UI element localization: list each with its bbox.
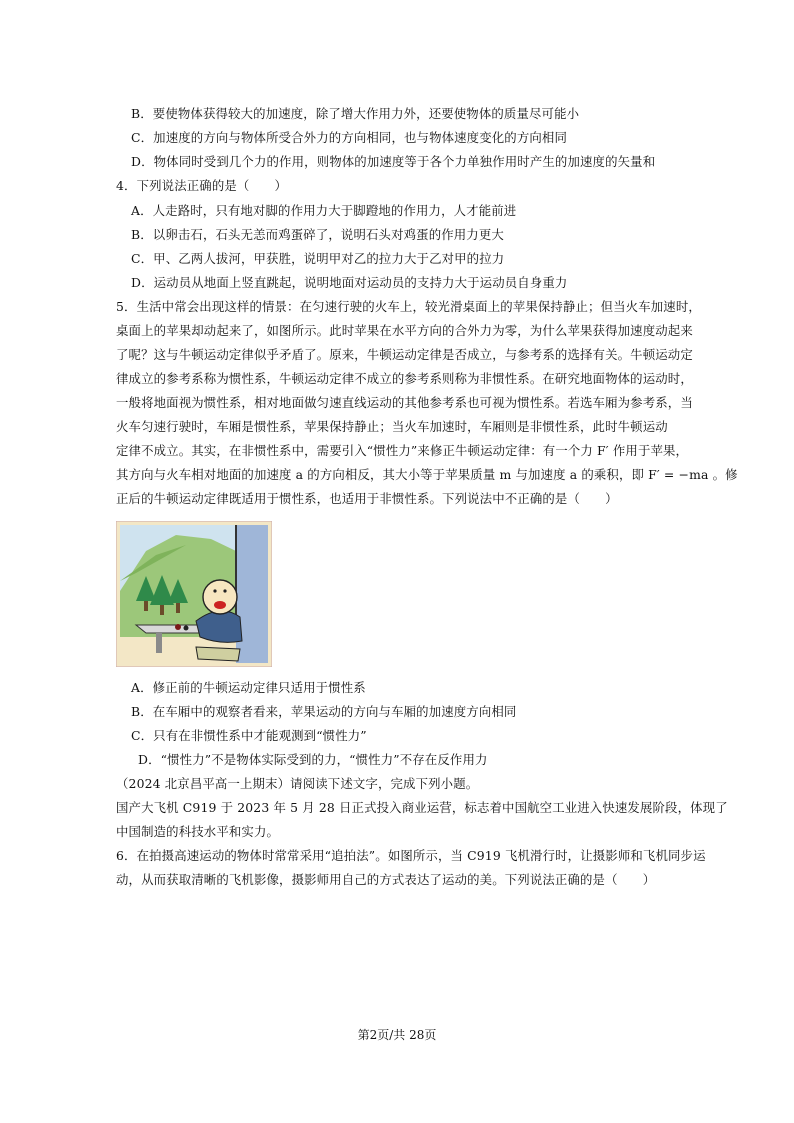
q3-option-b: B．要使物体获得较大的加速度，除了增大作用力外，还要使物体的质量尽可能小 <box>131 106 580 121</box>
passage-source: （2024 北京昌平高一上期末）请阅读下述文字，完成下列小题。 <box>116 776 479 791</box>
passage-line: 国产大飞机 C919 于 2023 年 5 月 28 日正式投入商业运营，标志着中国航空工业进入快速发展阶段，体现了 <box>116 800 728 815</box>
q4-option-d: D．运动员从地面上竖直跳起，说明地面对运动员的支持力大于运动员自身重力 <box>131 275 568 290</box>
q5-line: 一般将地面视为惯性系，相对地面做匀速直线运动的其他参考系也可视为惯性系。若选车厢为参考系，当 <box>116 395 693 410</box>
page-footer: 第2页/共 28页 <box>357 1028 437 1042</box>
passage-line: 中国制造的科技水平和实力。 <box>116 824 280 839</box>
q5-line: 5．生活中常会出现这样的情景：在匀速行驶的火车上，较光滑桌面上的苹果保持静止；但当火车加速时， <box>116 299 701 314</box>
q5-option-c: C．只有在非惯性系中才能观测到“惯性力” <box>131 728 367 743</box>
q4-stem: 4．下列说法正确的是（ ） <box>116 178 288 193</box>
q4-option-a: A．人走路时，只有地对脚的作用力大于脚蹬地的作用力，人才能前进 <box>131 203 517 218</box>
q5-option-b: B．在车厢中的观察者看来，苹果运动的方向与车厢的加速度方向相同 <box>131 704 517 719</box>
q5-line: 律成立的参考系称为惯性系，牛顿运动定律不成立的参考系则称为非惯性系。在研究地面物体的运动时， <box>116 371 693 386</box>
q5-line: 正后的牛顿运动定律既适用于惯性系，也适用于非惯性系。下列说法中不正确的是（ ） <box>116 491 618 506</box>
train-apple-illustration <box>116 521 272 667</box>
q4-option-b: B．以卵击石，石头无恙而鸡蛋碎了，说明石头对鸡蛋的作用力更大 <box>131 227 504 242</box>
q3-option-d: D．物体同时受到几个力的作用，则物体的加速度等于各个力单独作用时产生的加速度的矢量和 <box>131 154 656 169</box>
q5-line: 了呢？这与牛顿运动定律似乎矛盾了。原来，牛顿运动定律是否成立，与参考系的选择有关。牛顿运动定 <box>116 347 693 362</box>
q5-line: 其方向与火车相对地面的加速度 a 的方向相反，其大小等于苹果质量 m 与加速度 a 的乘积，即 F′ = −ma 。修 <box>116 467 738 482</box>
q6-line: 6．在拍摄高速运动的物体时常常采用“追拍法”。如图所示，当 C919 飞机滑行时，让摄影师和飞机同步运 <box>116 848 706 863</box>
q5-line: 定律不成立。其实，在非惯性系中，需要引入“惯性力”来修正牛顿运动定律：有一个力 F′ 作用于苹果， <box>116 443 689 458</box>
q5-line: 桌面上的苹果却动起来了，如图所示。此时苹果在水平方向的合外力为零，为什么苹果获得加速度动起来 <box>116 323 693 338</box>
q5-option-d: D．“惯性力”不是物体实际受到的力，“惯性力”不存在反作用力 <box>138 752 488 767</box>
q4-option-c: C．甲、乙两人拔河，甲获胜，说明甲对乙的拉力大于乙对甲的拉力 <box>131 251 505 266</box>
q5-line: 火车匀速行驶时，车厢是惯性系，苹果保持静止；当火车加速时，车厢则是非惯性系，此时牛顿运动 <box>116 419 668 434</box>
q3-option-c: C．加速度的方向与物体所受合外力的方向相同，也与物体速度变化的方向相同 <box>131 130 568 145</box>
q6-line: 动，从而获取清晰的飞机影像，摄影师用自己的方式表达了运动的美。下列说法正确的是（ ） <box>116 872 656 887</box>
q5-option-a: A．修正前的牛顿运动定律只适用于惯性系 <box>131 680 366 695</box>
